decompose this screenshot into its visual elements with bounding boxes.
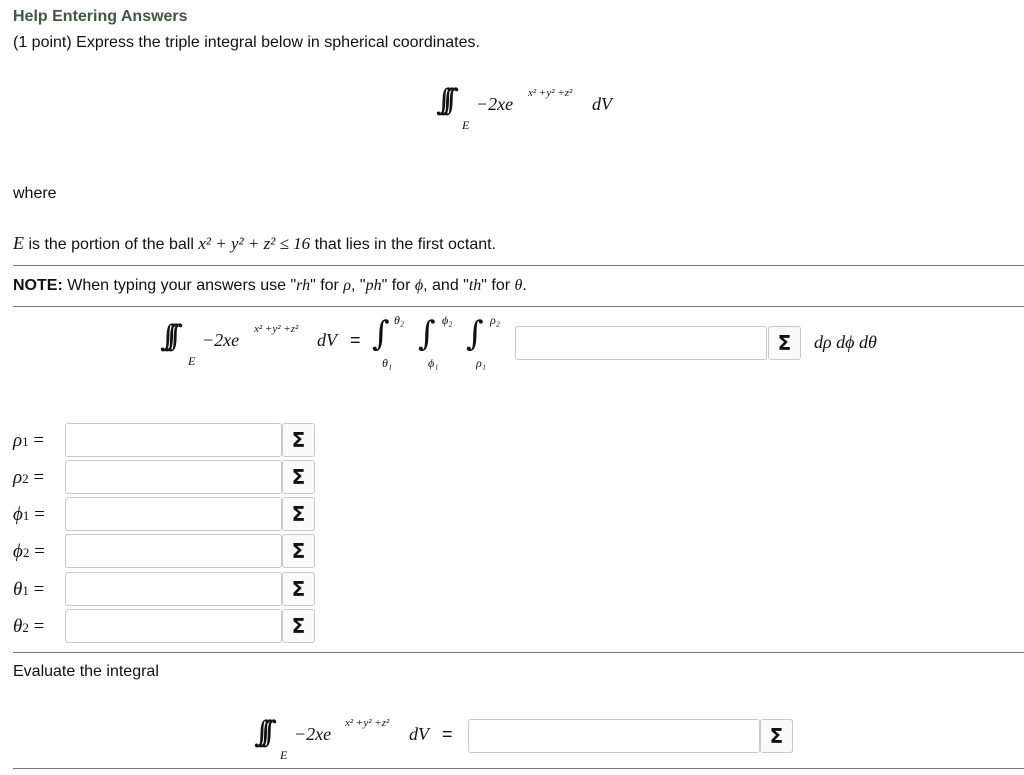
sigma-button[interactable]: Σ bbox=[282, 609, 315, 643]
note-rho: ρ bbox=[343, 277, 352, 294]
divider bbox=[13, 306, 1024, 307]
integral-sign-theta: ∫ bbox=[372, 314, 390, 354]
evaluate-input[interactable] bbox=[468, 719, 760, 753]
ball-inequality: x² + y² + z² ≤ 16 bbox=[198, 234, 311, 253]
evaluate-equals: = bbox=[442, 724, 453, 744]
limit-var: ρ bbox=[13, 467, 23, 488]
divider bbox=[13, 768, 1024, 769]
region-subscript: E bbox=[280, 748, 288, 762]
theta1-label bbox=[13, 579, 44, 601]
rho1-label bbox=[13, 430, 44, 452]
note-rh: rh bbox=[296, 277, 311, 294]
evaluate-integral-display bbox=[254, 712, 464, 766]
sigma-button[interactable]: Σ bbox=[282, 572, 315, 606]
help-entering-answers-link[interactable]: Help Entering Answers bbox=[13, 8, 188, 25]
note-text-3: , " bbox=[351, 277, 366, 294]
sigma-button[interactable]: Σ bbox=[282, 423, 315, 457]
theta2-label bbox=[13, 616, 44, 638]
integral-sign-phi: ∫ bbox=[418, 314, 436, 354]
region-subscript: E bbox=[188, 354, 196, 368]
limit-var: ϕ bbox=[13, 541, 23, 562]
note-line bbox=[13, 277, 527, 295]
phi2-input[interactable] bbox=[65, 534, 282, 568]
triple-integral-display bbox=[436, 84, 636, 134]
divider bbox=[13, 265, 1024, 266]
rho2-input[interactable] bbox=[65, 460, 282, 494]
region-definition bbox=[13, 233, 496, 254]
note-phi: ϕ bbox=[414, 277, 424, 294]
region-var: E bbox=[13, 233, 24, 253]
where-label: where bbox=[13, 185, 57, 202]
limit-sub: 1 bbox=[22, 434, 29, 449]
limit-sub: 2 bbox=[22, 620, 29, 635]
sigma-button[interactable]: Σ bbox=[282, 460, 315, 494]
integrand-coefficient: −2xe bbox=[476, 94, 514, 114]
integrand-coefficient: −2xe bbox=[202, 330, 240, 350]
sigma-button[interactable]: Σ bbox=[282, 534, 315, 568]
integrand-differential: dV bbox=[409, 724, 429, 744]
limit-var: θ bbox=[13, 579, 23, 600]
differential-order: dρ dϕ dθ bbox=[814, 332, 877, 352]
phi-upper-limit: ϕ₂ bbox=[442, 313, 453, 327]
integrand-input[interactable] bbox=[515, 326, 767, 360]
note-th: th bbox=[468, 277, 482, 294]
theta2-input[interactable] bbox=[65, 609, 282, 643]
limit-eq: = bbox=[33, 467, 45, 488]
region-text-after: that lies in the first octant. bbox=[314, 236, 496, 253]
limit-eq: = bbox=[33, 430, 45, 451]
note-theta: θ bbox=[514, 277, 523, 294]
evaluate-label: Evaluate the integral bbox=[13, 663, 159, 680]
note-text-5: , and " bbox=[423, 277, 469, 294]
integrand-exponent: x² +y² +z² bbox=[254, 323, 299, 335]
note-text-4: " for bbox=[381, 277, 411, 294]
limit-eq: = bbox=[34, 541, 45, 562]
note-ph: ph bbox=[365, 277, 382, 294]
phi2-label bbox=[13, 541, 45, 563]
theta1-input[interactable] bbox=[65, 572, 282, 606]
triple-integral-sign: ∫∫∫ bbox=[160, 319, 171, 354]
rho-lower-limit: ρ₁ bbox=[476, 356, 486, 370]
limit-eq: = bbox=[33, 579, 45, 600]
note-text-2: " for bbox=[310, 277, 339, 294]
problem-statement: (1 point) Express the triple integral below in spherical coordinates. bbox=[13, 34, 480, 51]
limit-sub: 2 bbox=[22, 545, 30, 560]
integral-sign-rho: ∫ bbox=[466, 314, 484, 354]
phi1-input[interactable] bbox=[65, 497, 282, 531]
limit-sub: 2 bbox=[22, 471, 29, 486]
limit-sub: 1 bbox=[22, 508, 30, 523]
note-text-1: When typing your answers use " bbox=[67, 277, 297, 294]
phi-lower-limit: ϕ₁ bbox=[428, 356, 439, 370]
integrand-differential: dV bbox=[592, 94, 612, 114]
phi1-label bbox=[13, 504, 45, 526]
sigma-button[interactable]: Σ bbox=[768, 326, 801, 360]
limit-eq: = bbox=[33, 616, 45, 637]
limit-var: ρ bbox=[13, 430, 23, 451]
integrand-exponent: x² +y² +z² bbox=[528, 87, 573, 99]
integrand-coefficient: −2xe bbox=[294, 724, 332, 744]
sigma-button[interactable]: Σ bbox=[760, 719, 793, 753]
setup-equals: = bbox=[350, 330, 361, 350]
limit-var: ϕ bbox=[13, 504, 23, 525]
rho1-input[interactable] bbox=[65, 423, 282, 457]
theta-upper-limit: θ₂ bbox=[394, 313, 405, 327]
region-subscript: E bbox=[462, 118, 470, 132]
limit-eq: = bbox=[34, 504, 45, 525]
rho-upper-limit: ρ₂ bbox=[490, 313, 500, 327]
region-text-before: is the portion of the ball bbox=[28, 236, 194, 253]
integrand-exponent: x² +y² +z² bbox=[345, 717, 390, 729]
note-text-6: " for bbox=[481, 277, 511, 294]
limit-sub: 1 bbox=[22, 583, 29, 598]
note-label: NOTE: bbox=[13, 277, 63, 294]
sigma-button[interactable]: Σ bbox=[282, 497, 315, 531]
divider bbox=[13, 652, 1024, 653]
triple-integral-sign: ∫∫∫ bbox=[254, 715, 265, 750]
limit-var: θ bbox=[13, 616, 23, 637]
triple-integral-sign: ∫∫∫ bbox=[436, 83, 447, 118]
theta-lower-limit: θ₁ bbox=[382, 356, 393, 370]
rho2-label bbox=[13, 467, 44, 489]
note-text-7: . bbox=[522, 277, 527, 294]
integrand-differential: dV bbox=[317, 330, 337, 350]
